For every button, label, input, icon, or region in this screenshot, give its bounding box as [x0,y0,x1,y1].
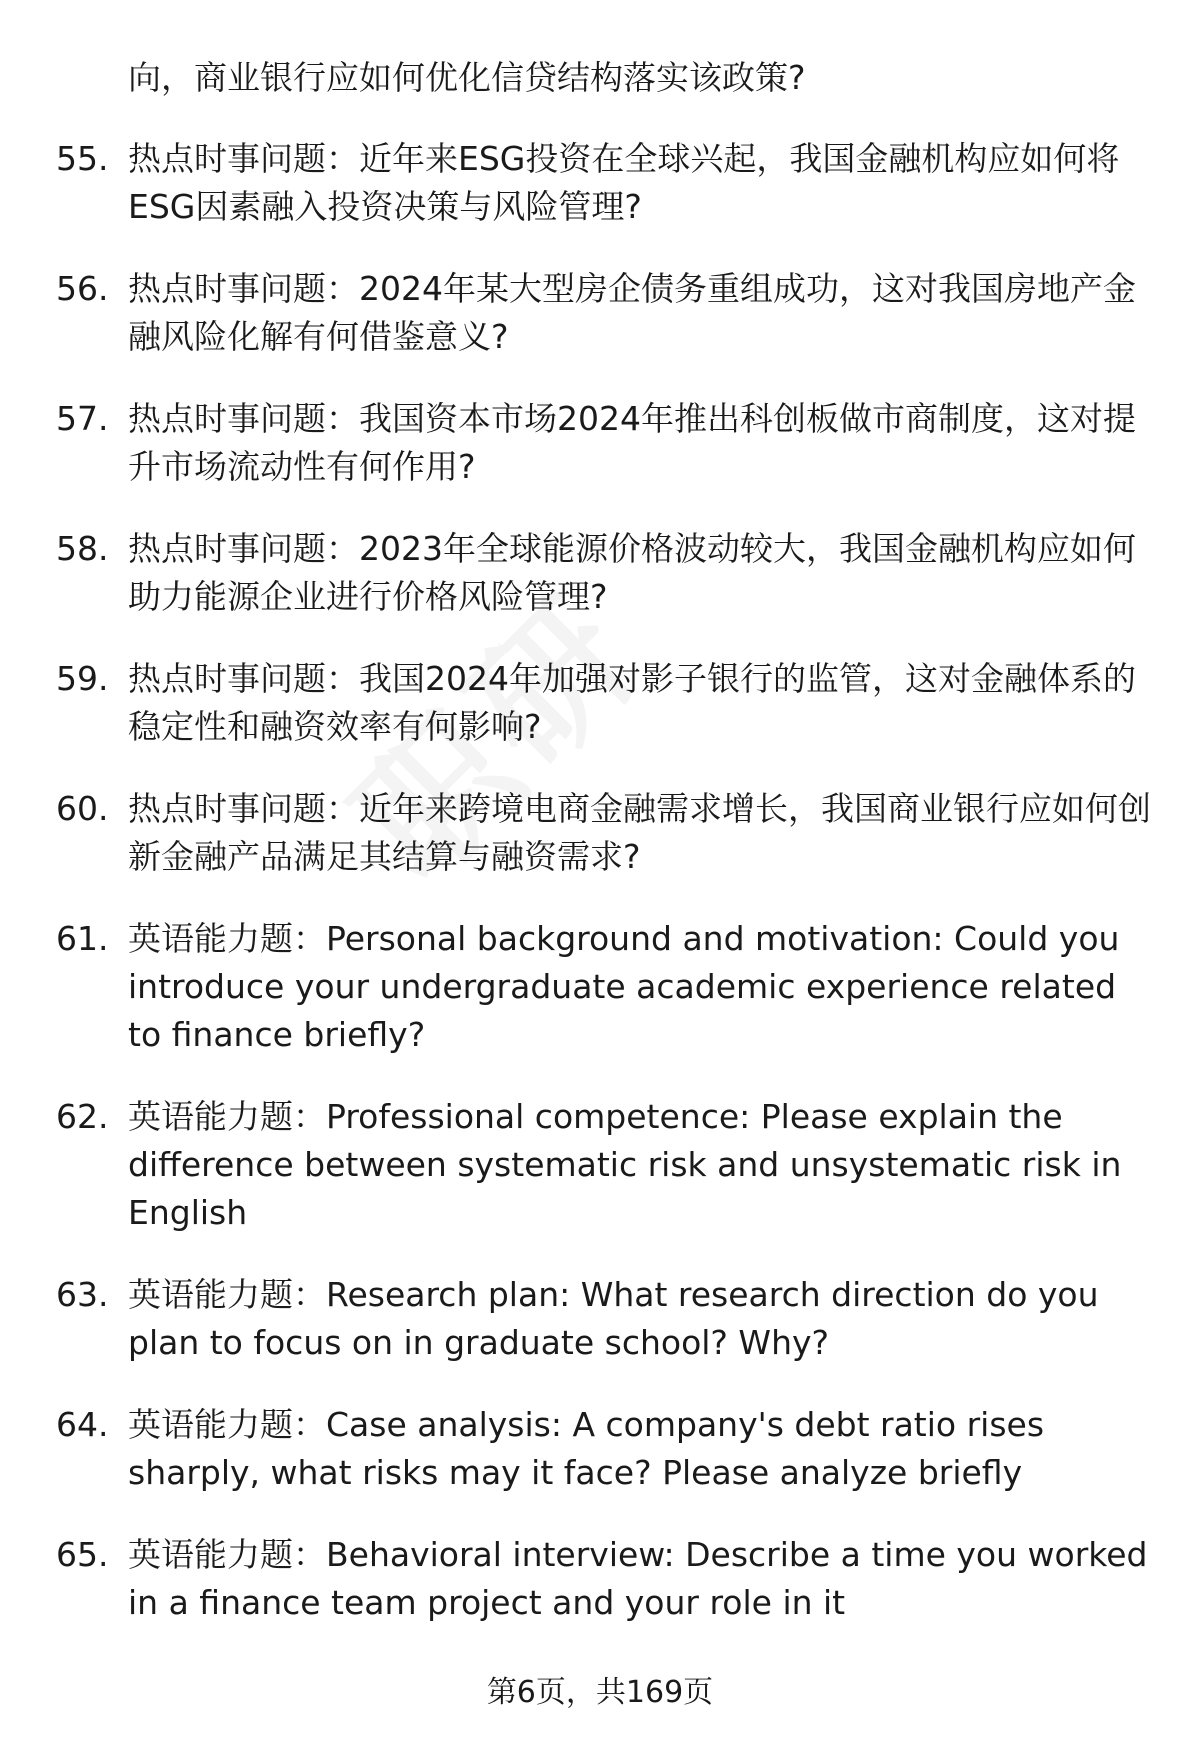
question-list [56,135,1152,1627]
item-number: 64. [56,1405,109,1444]
continued-question-text: 向，商业银行应如何优化信贷结构落实该政策? [128,58,806,97]
list-item [56,1093,1152,1237]
item-text: 英语能力题：Case analysis: A company's debt ratio rises sharply, what risks may it face? Please analyze briefly [128,1405,1045,1492]
list-item [56,1401,1152,1497]
item-number: 57. [56,399,109,438]
item-number: 55. [56,139,109,178]
item-number: 56. [56,269,109,308]
list-item [56,395,1152,491]
list-item [56,525,1152,621]
item-text: 英语能力题：Research plan: What research direction do you plan to focus on in graduate school? Why? [128,1275,1099,1362]
item-text: 热点时事问题：近年来ESG投资在全球兴起，我国金融机构应如何将ESG因素融入投资决策与风险管理? [128,139,1120,226]
list-item [56,915,1152,1059]
list-item [56,1271,1152,1367]
list-item [56,785,1152,881]
item-text: 热点时事问题：近年来跨境电商金融需求增长，我国商业银行应如何创新金融产品满足其结算与融资需求? [128,789,1151,876]
item-text: 热点时事问题：2024年某大型房企债务重组成功，这对我国房地产金融风险化解有何借鉴意义? [128,269,1136,356]
item-text: 英语能力题：Personal background and motivation: Could you introduce your undergraduate academic experience related to finance briefly? [128,919,1120,1054]
item-number: 61. [56,919,109,958]
list-item [56,1531,1152,1627]
item-text: 热点时事问题：2023年全球能源价格波动较大，我国金融机构应如何助力能源企业进行价格风险管理? [128,529,1136,616]
item-number: 58. [56,529,109,568]
item-text: 热点时事问题：我国2024年加强对影子银行的监管，这对金融体系的稳定性和融资效率有何影响? [128,659,1136,746]
item-number: 62. [56,1097,109,1136]
item-number: 65. [56,1535,109,1574]
list-item [56,265,1152,361]
list-item [56,135,1152,231]
list-item [56,655,1152,751]
item-number: 59. [56,659,109,698]
item-text: 英语能力题：Behavioral interview: Describe a time you worked in a finance team project and your role in it [128,1535,1148,1622]
item-number: 63. [56,1275,109,1314]
item-text: 热点时事问题：我国资本市场2024年推出科创板做市商制度，这对提升市场流动性有何作用? [128,399,1136,486]
item-text: 英语能力题：Professional competence: Please explain the difference between systematic risk and unsystematic risk in English [128,1097,1122,1232]
item-number: 60. [56,789,109,828]
page-footer: 第6页，共169页 [486,1675,714,1710]
